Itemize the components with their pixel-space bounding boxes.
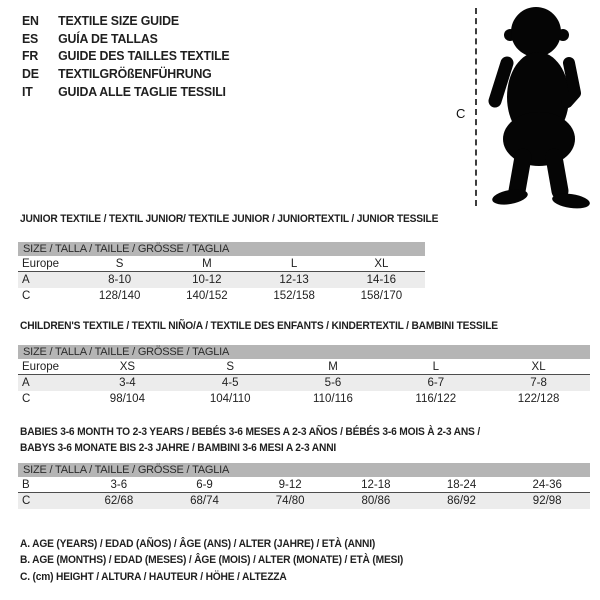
lang-code: DE (22, 66, 39, 82)
babies-section-title (20, 425, 480, 456)
value-cell: 4-5 (221, 377, 239, 389)
size-cell: XL (374, 257, 389, 270)
value-cell: 24-36 (532, 478, 562, 491)
value-cell: 140/152 (186, 290, 228, 302)
size-cell: L (290, 257, 298, 270)
size-cell: XS (119, 360, 136, 373)
value-cell: 5-6 (324, 377, 342, 389)
value-cell: 98/104 (109, 393, 145, 405)
value-cell: 6-9 (196, 478, 213, 491)
note-height-cm: C. (cm) HEIGHT / ALTURA / HAUTEUR / HÖHE / ALTEZZA (20, 570, 287, 583)
value-cell: 8-10 (108, 274, 132, 286)
row-label: A (22, 274, 30, 286)
value-cell: 92/98 (532, 495, 562, 507)
junior-size-table (18, 242, 425, 304)
value-cell: 10-12 (192, 274, 222, 286)
table-row (18, 288, 425, 304)
toddler-silhouette-icon (483, 5, 598, 210)
value-cell: 7-8 (530, 377, 547, 389)
height-measure-label: C (456, 106, 466, 121)
table-row (18, 477, 590, 493)
lang-title: GUÍA DE TALLAS (58, 30, 158, 46)
lang-title: TEXTILGRÖßENFÜHRUNG (58, 66, 212, 82)
value-cell: 12-18 (361, 478, 391, 491)
babies-title-line2: BABYS 3-6 MONATE BIS 2-3 JAHRE / BAMBINI 3-6 MESI A 2-3 ANNI (20, 441, 337, 454)
lang-code: IT (22, 83, 33, 99)
row-label: Europe (22, 257, 60, 270)
children-size-table (18, 345, 590, 407)
size-cell: M (202, 257, 212, 270)
lang-row-es (22, 30, 229, 48)
row-label: Europe (22, 360, 60, 373)
babies-title-line1: BABIES 3-6 MONTH TO 2-3 YEARS / BEBÉS 3-6 MESES A 2-3 AÑOS / BÉBÉS 3-6 MOIS À 2-3 ANS / (20, 426, 481, 438)
value-cell: 62/68 (104, 495, 134, 507)
junior-section-title: JUNIOR TEXTILE / TEXTIL JUNIOR/ TEXTILE JUNIOR / JUNIORTEXTIL / JUNIOR TESSILE (20, 213, 439, 225)
value-cell: 122/128 (517, 393, 560, 405)
value-cell: 6-7 (427, 377, 445, 389)
value-cell: 80/86 (361, 495, 391, 507)
value-cell: 158/170 (360, 290, 403, 302)
row-label: A (22, 377, 30, 389)
lang-code: FR (22, 48, 39, 64)
height-measure-line (475, 8, 477, 206)
table-row (18, 493, 590, 509)
value-cell: 12-13 (279, 274, 309, 286)
value-cell: 152/158 (273, 290, 315, 302)
lang-row-de (22, 65, 229, 83)
value-cell: 74/80 (275, 495, 305, 507)
language-title-block (22, 12, 229, 100)
value-cell: 110/116 (313, 393, 353, 405)
value-cell: 104/110 (209, 393, 251, 405)
size-header-bar: SIZE / TALLA / TAILLE / GRÖSSE / TAGLIA (18, 242, 425, 256)
value-cell: 3-6 (110, 478, 128, 491)
table-row (18, 272, 425, 288)
babies-size-table (18, 463, 590, 509)
note-age-months: B. AGE (MONTHS) / EDAD (MESES) / ÂGE (MOIS) / ALTER (MONATE) / ETÀ (MESI) (20, 554, 404, 567)
row-label: C (22, 393, 31, 405)
size-header-bar: SIZE / TALLA / TAILLE / GRÖSSE / TAGLIA (18, 345, 590, 359)
value-cell: 68/74 (190, 495, 219, 507)
note-age-years: A. AGE (YEARS) / EDAD (AÑOS) / ÂGE (ANS) / ALTER (JAHRE) / ETÀ (ANNI) (20, 538, 376, 550)
size-cell: S (115, 257, 124, 270)
value-cell: 86/92 (447, 495, 476, 507)
size-cell: XL (531, 360, 546, 373)
lang-row-it (22, 82, 229, 100)
legend-notes (20, 536, 403, 585)
value-cell: 116/122 (415, 393, 457, 405)
size-cell: L (432, 360, 439, 373)
row-label: C (22, 495, 31, 507)
size-cell: S (226, 360, 235, 373)
value-cell: 3-4 (119, 377, 136, 389)
lang-code: ES (22, 30, 39, 46)
lang-title: GUIDE DES TAILLES TEXTILE (58, 48, 230, 64)
value-cell: 18-24 (446, 478, 477, 491)
table-row (18, 375, 590, 391)
children-section-title: CHILDREN'S TEXTILE / TEXTIL NIÑO/A / TEXTILE DES ENFANTS / KINDERTEXTIL / BAMBINI TESSILE (20, 320, 498, 332)
lang-code: EN (22, 13, 39, 29)
lang-title: GUIDA ALLE TAGLIE TESSILI (58, 83, 226, 99)
row-label: B (22, 478, 30, 491)
table-row (18, 391, 590, 407)
lang-row-fr (22, 47, 229, 65)
table-row (18, 359, 590, 375)
table-row (18, 256, 425, 272)
lang-title: TEXTILE SIZE GUIDE (58, 13, 179, 29)
size-cell: M (328, 360, 338, 373)
value-cell: 128/140 (98, 290, 141, 302)
row-label: C (22, 290, 31, 302)
lang-row-en (22, 12, 229, 30)
value-cell: 14-16 (366, 274, 397, 286)
size-header-bar: SIZE / TALLA / TAILLE / GRÖSSE / TAGLIA (18, 463, 590, 477)
value-cell: 9-12 (278, 478, 302, 491)
